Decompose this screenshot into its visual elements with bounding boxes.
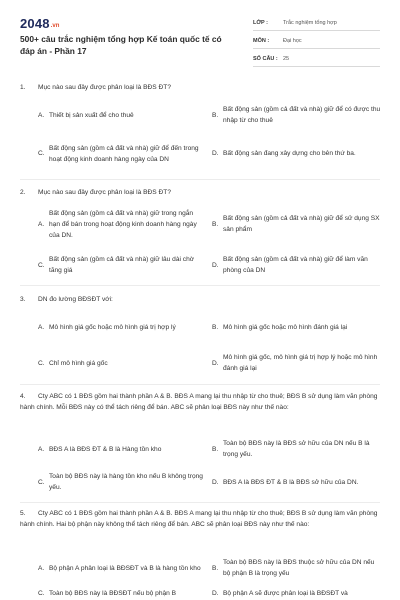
option-text: Toàn bộ BĐS này là hàng tồn kho nếu B không trọng yếu. <box>49 473 203 491</box>
meta-row-count <box>253 52 380 67</box>
option-text: Thiết bị sản xuất để cho thuê <box>49 111 134 119</box>
option-letter: A. <box>38 564 45 572</box>
question-number: 4. <box>20 393 26 400</box>
document-title: 500+ câu trắc nghiệm tổng hợp Kế toán quốc tế có đáp án - Phần 17 <box>20 34 222 56</box>
option-text: Bất động sản đang xây dựng cho bên thứ ba. <box>223 149 356 157</box>
question-stem: Mục nào sau đây được phân loại là BĐS ĐT? <box>38 84 171 91</box>
question-5-option-b[interactable] <box>212 557 382 579</box>
option-letter: A. <box>38 445 45 453</box>
option-text: BĐS A là BĐS ĐT & B là Hàng tồn kho <box>49 445 162 453</box>
question-4-option-d[interactable] <box>212 471 382 493</box>
option-letter: A. <box>38 323 45 331</box>
question-3-option-d[interactable] <box>212 352 382 374</box>
question-3-option-c[interactable] <box>38 352 203 374</box>
question-2-text <box>20 187 380 198</box>
option-text: Bộ phận A phân loại là BĐSĐT và B là hàng tồn kho <box>49 564 201 572</box>
option-text: Bộ phận A sẽ được phân loại là BĐSĐT và <box>223 590 348 597</box>
option-letter: D. <box>212 478 219 486</box>
question-stem: Cty ABC có 1 BĐS gồm hai thành phần A & B. BĐS A mang lại thu nhập từ cho thuê; BĐS B sử dụng làm văn phòng hành chính. Mỗi BĐS này có thể tách riêng để bán. ABC sẽ phân loại BĐS này như thế nào: <box>20 393 378 411</box>
option-letter: B. <box>212 445 219 453</box>
question-stem: DN đo lường BĐSĐT với: <box>38 296 113 303</box>
option-letter: C. <box>38 359 45 367</box>
question-stem: Cty ABC có 1 BĐS gồm hai thành phần A & B. BĐS A mang lại thu nhập từ cho thuê; BĐS B sử dụng làm văn phòng hành chính. Hai bộ phận này không thể tách riêng để bán. ABC sẽ phân loại BĐS này như thế nào: <box>20 510 378 528</box>
meta-label: SỐ CÂU : <box>253 56 278 62</box>
question-5-option-a[interactable] <box>38 557 203 579</box>
question-4-text <box>20 391 380 413</box>
option-text: Bất động sản (gồm cả đất và nhà) giữ để sử dụng SX sản phẩm <box>223 215 380 233</box>
option-letter: D. <box>212 359 219 367</box>
question-3-option-b[interactable] <box>212 316 382 338</box>
question-2-option-c[interactable] <box>38 254 203 276</box>
question-divider <box>20 502 380 503</box>
question-3-option-a[interactable] <box>38 316 203 338</box>
option-text: Mô hình giá gốc hoặc mô hình đánh giá lại <box>223 323 348 331</box>
meta-value: 25 <box>283 56 290 62</box>
question-divider <box>20 285 380 286</box>
logo-main: 2048 <box>20 16 50 31</box>
meta-label: MÔN : <box>253 38 270 44</box>
option-text: Bất động sản (gồm cả đất và nhà) giữ để đến trong hoạt động kinh doanh hàng ngày của DN <box>49 144 199 163</box>
question-1-option-a[interactable] <box>38 104 198 126</box>
meta-value: Đại học <box>283 38 302 44</box>
meta-label: LỚP : <box>253 20 268 26</box>
question-number: 5. <box>20 510 26 517</box>
question-number: 3. <box>20 296 26 303</box>
meta-value: Trắc nghiệm tổng hợp <box>283 20 337 26</box>
option-letter: B. <box>212 111 219 119</box>
document-meta <box>253 16 380 70</box>
question-1-option-b[interactable] <box>212 104 382 126</box>
question-divider <box>20 179 380 180</box>
question-3-text <box>20 294 380 305</box>
question-5-option-d[interactable] <box>212 588 382 600</box>
question-4-option-c[interactable] <box>38 471 203 493</box>
option-letter: C. <box>38 590 45 597</box>
question-1-option-d[interactable] <box>212 142 382 164</box>
meta-row-subject <box>253 34 380 49</box>
document-header <box>0 0 400 74</box>
option-text: Toàn bộ BĐS này là BĐSĐT nếu bộ phận B <box>49 590 177 597</box>
question-number: 2. <box>20 189 26 196</box>
option-text: Toàn bộ BĐS này là BĐS sở hữu của DN nếu B là trọng yếu. <box>223 440 370 458</box>
option-text: Bất động sản (gồm cả đất và nhà) giữ trong ngắn hạn để bán trong hoạt động kinh doanh hàng ngày của DN. <box>49 210 197 239</box>
question-4-option-b[interactable] <box>212 438 382 460</box>
option-text: Mô hình giá gốc, mô hình giá trị hợp lý hoặc mô hình đánh giá lại <box>223 354 378 372</box>
question-stem: Mục nào sau đây được phân loại là BĐS ĐT? <box>38 189 171 196</box>
option-letter: D. <box>212 149 219 157</box>
question-5-option-c[interactable] <box>38 588 203 600</box>
question-1-option-c[interactable] <box>38 137 203 170</box>
option-text: Toàn bộ BĐS này là BĐS thuộc sở hữu của DN nếu bộ phận B là trọng yếu <box>223 559 375 577</box>
option-letter: D. <box>212 590 219 597</box>
option-text: Bất động sản (gồm cả đất và nhà) giữ lâu dài chờ tăng giá <box>49 256 195 274</box>
option-letter: B. <box>212 564 219 572</box>
option-text: Bất động sản (gồm cả đất và nhà) giữ để có được thu nhập từ cho thuê <box>223 106 381 124</box>
option-letter: C. <box>38 261 45 269</box>
question-4-option-a[interactable] <box>38 438 203 460</box>
option-letter: A. <box>38 111 45 119</box>
meta-row-class <box>253 16 380 31</box>
option-text: BĐS A là BĐS ĐT & B là BĐS sở hữu của DN. <box>223 478 359 486</box>
site-logo[interactable] <box>20 16 59 31</box>
logo-suffix: .vn <box>50 23 60 29</box>
option-text: Chỉ mô hình giá gốc <box>49 359 108 367</box>
option-letter: B. <box>212 323 219 331</box>
question-2-option-b[interactable] <box>212 213 382 235</box>
question-divider <box>20 384 380 385</box>
option-letter: B. <box>212 220 219 228</box>
question-5-text <box>20 508 380 530</box>
question-2-option-d[interactable] <box>212 254 382 276</box>
question-1-text <box>20 82 380 93</box>
option-letter: A. <box>38 221 45 228</box>
option-text: Bất động sản (gồm cả đất và nhà) giữ để làm văn phòng của DN <box>223 256 368 274</box>
option-text: Mô hình giá gốc hoặc mô hình giá trị hợp lý <box>49 323 176 331</box>
option-letter: C. <box>38 478 45 486</box>
option-letter: D. <box>212 261 219 269</box>
option-letter: C. <box>38 150 45 157</box>
question-2-option-a[interactable] <box>38 208 203 241</box>
question-number: 1. <box>20 84 26 91</box>
